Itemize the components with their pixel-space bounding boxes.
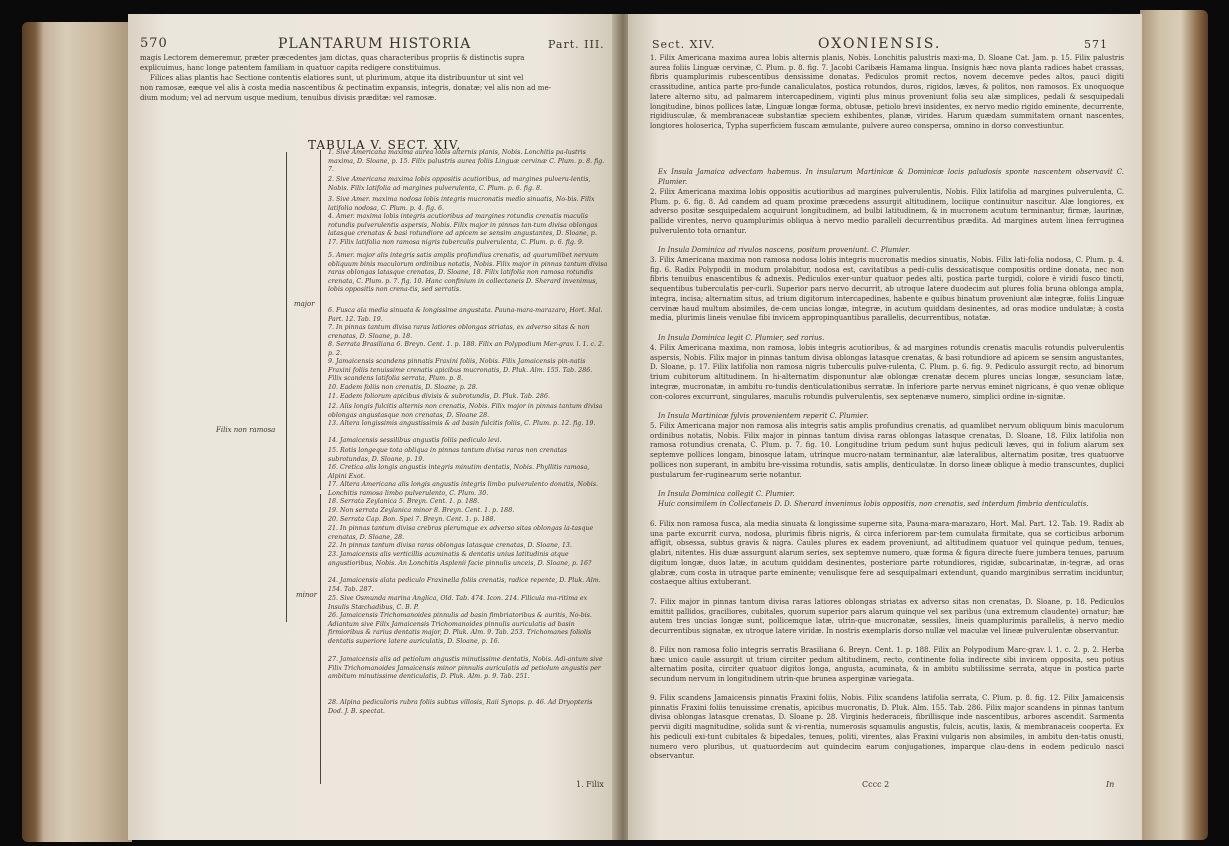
- table-entry: 23. Jamaicensis alis verticillis acuminatis & dentatis unius latitudinis atque angustioribus, Nobis. An Lonchitis Asplenii facie pinnulis unceis, D. Sloane, p. 16?: [328, 551, 592, 567]
- brace-outer: [286, 152, 287, 622]
- table-entry: 22. In pinnas tantum divisa raras oblongas latasque crenatas, D. Sloane, 13.: [328, 542, 572, 549]
- table-entry: 21. In pinnas tantum divisa crebras plerumque ex adverso sitas oblongas la-tasque crenatas, D. Sloane, 28.: [328, 525, 594, 541]
- table-entry: 28. Alpina pediculoris rubra foliis subtus villosis, Raii Synops. p. 46. Ad Dryopteris Dod. J. B. spectat.: [328, 699, 593, 715]
- left-part-label: Part. III.: [548, 38, 605, 51]
- table-entry: 10. Eadem foliis non crenatis, D. Sloane, p. 28.: [328, 384, 478, 391]
- intro-line-1: magis Lectorem demeremur, præter præcedentes jam dictas, quas characteribus propriis & distinctis supra: [140, 54, 525, 62]
- right-page-edges: [1140, 10, 1208, 840]
- table-entry: 1. Sive Americana maxima aurea lobis alternis planis, Nobis. Lonchitis pa-lustris maxima, D. Sloane, p. 15. Filix palustris aurea foliis Linguæ cervinæ C. Plum. p. 8. fig. 7.: [328, 149, 605, 174]
- table-entry: 13. Altera longissimis angustissimis & ad basin fulcitis foliis, C. Plum. p. 12. fig. 19.: [328, 420, 596, 427]
- table-entry: 4. Amer. maxima lobis integris acutioribus ad margines rotundis crenatis maculis rotundis pulverulentis aspersis, Nobis. Filix major in pinnas tan-tum divisa oblongas latasque crenatas & basi rotundiore ad apicem se sensim angustantes, D. Sloane, p. 17. Filix latifolia non ramosa nigris tuberculis pulverulenta, C. Plum. p. 6. fig. 9.: [328, 213, 598, 246]
- left-running-head: PLANTARUM HISTORIA: [278, 36, 472, 52]
- table-entry: 6. Fusca ala media sinuata & longissime angustata. Pauna-mara-marazaro, Hort. Mal. Part. 12. Tab. 19.: [328, 307, 603, 323]
- table-entry: 20. Serrata Cap. Bon. Spei 7. Breyn. Cent. 1. p. 188.: [328, 516, 496, 523]
- entry-paragraph: 4. Filix Americana maxima, non ramosa, lobis integris acutioribus, & ad margines rotundis crenatis maculis rotundis pulverulentis aspersis, Nobis. Filix major in pinnas tantum divisa oblongas latasque crenatas, & basi rotundiore ad apicem se sensim angustantes, D. Sloane, p. 17. Filix latifolia non ramosa nigris tuberculis pulve-rulenta, C. Plum. p. 6. fig. 9. Pediculo assurgit recto, ad binorum trium cubitorum altitudinem. In hi-alternatim disponuntur alæ oblongæ crenatæ decem plures uncias longæ, sesunciam latæ, integræ, mucronatæ, in ambitu ro-tundis denticulationibus serratæ. In inferiore parte nervus eminet nigricans, è quo venæ oblique con-colores excurrunt, singulares, maculis rotundis pulverulentis, sex septenæve numero, simplici ordine in-signitæ.: [650, 344, 1124, 401]
- table-entry: 16. Cretica alis longis angustis integris minutim dentatis, Nobis. Phyllitis ramosa, Alpini Exot.: [328, 464, 590, 480]
- table-entry: 7. In pinnas tantum divisa raras latiores oblongas striatas, ex adverso sitas & non crenatas, D. Sloane, p. 18.: [328, 324, 590, 340]
- entry-paragraph: 6. Filix non ramosa fusca, ala media sinuata & longissime superne sita, Pauna-mara-marazaro, Hort. Mal. Part. 12. Tab. 19. Radix ab una parte excurrit curva, nodosa, plurimis fibris nigris, & circa inferiorem par-tem cumulata firmitate, qua se corticibus arborum affigit, obsessa, subtus gravis & nigra. Caules plures ex eadem proveniunt, ad altitudinem quatuor vel quinque pedum, tenues, glabri, nitentes. His duæ assurgunt alarum series, sex septemve numero, quæ forma & figura directe fuere jumbera tenues, paruum digitum longæ, duos latæ, in acutum quiddam desinentes, posteriore parte rotundiores, rigidæ, subcarinatæ, in-tegræ, ad oras glabræ, cum costa in utraque parte eminente; venulisque fere ad sesquipalmari extendunt, quando marginibus serratim inciduntur, costaeque altius extuberant.: [650, 520, 1124, 587]
- entry-paragraph: 7. Filix major in pinnas tantum divisa raras latiores oblongas striatas ex adverso sitas non crenatas, D. Sloane, p. 18. Pediculos emittit pallidos, graciliores, cubitales, quorum superior pars alarum quinque vel sex paribus (una extremum claudente) ornatur; hæ autem tres uncias longæ sunt, pollicemque latæ, utrin-que mucronatæ, sessiles, lineis quamplurimis parallelis, à nervo medio decurrentibus signatæ, ex utroque latere viridæ. In nostris exemplaris dorso nullæ vel maculæ vel lineæ pulverulentæ observantur.: [650, 598, 1124, 636]
- table-entry: 5. Amer. major alis integris satis amplis profundius crenatis, ad quarumlibet nervum obliquum binis maculorum ordinibus notatis, Nobis. Filix major in pinnas tantum divisa raras oblongas latasque crenatas, D. Sloane, 18. Filix latifolia non ramosa rotundis crenata, C. Plum. p. 7. fig. 10. Hanc confinium in collectaneis D. Sherard invenimus, lobis oppositis non crena-tis, sed serratis.: [328, 252, 608, 294]
- entry-paragraph: 3. Filix Americana maxima non ramosa nodosa lobis integris mucronatis medios sinuatis, Nobis. Filix lati-folia nodosa, C. Plum. p. 4. fig. 6. Radix Polypodii in modum prolabitur, nodosa est, cavitatibus a pedi-culis dessicatisque compositis ordine donata, nec non fibris tenuibus enascentibus & adnexis. Pediculos exer-untur quatuor pedes alti, postica parte turgidi, colore è viridi fusco tincti, sequentibus tuberculatis per-curli. Superior pars nervo decurrit, ab utroque latere duodecim aut plures folia bruna oblonga ampla, integra, incisa; alternatim situs, ad trium digitorum intercapedines, habente e quibus binatum proveniunt alæ integræ, foliis Linguæ cervinæ haud multum absimiles, de-cem uncias longæ, integræ, in acutum quiddam desinentes, ad oras modice undulatæ; à costa media, plurimis lineis venulae fibi invicem appropinquantibus parallelis, decurrentibus, notatæ.: [650, 256, 1124, 323]
- intro-line-4: non ramosæ, eæque vel alis à costa media nascentibus & pectinatim expansis, integris, donatæ; vel alis non ad me-: [140, 84, 551, 92]
- table-entry: 26. Jamaicensis Trichomanoides pinnulis ad basin fimbriatoribus & auritis, No-bis. Adiantum sive Filix Jamaicensis Trichomanoides pinnulis auriculatis ad basin firmioribus & rarius dentatis major, D. Pluk. Alm. 9. Tab. 253. Trichomanes foliolis dentatis superiore latere auriculatis, D. Sloane, p. 16.: [328, 612, 592, 645]
- brace-minor: [320, 494, 321, 784]
- table-entry: 9. Jamaicensis scandens pinnatis Fraxini foliis, Nobis. Filix Jamaicensis pin-natis Fraxini foliis tenuissime crenatis apicibus mucronatis, D. Pluk. Alm. 155. Tab. 286. Filix scandens latifolia serrata, Plum. p. 8.: [328, 358, 593, 383]
- table-entry: 24. Jamaicensis alata pediculo Fraxinella foliis crenatis, radice repente, D. Pluk. Alm. 154. Tab. 287.: [328, 577, 601, 593]
- locality-note: Huic consimilem in Collectaneis D. D. Sherard invenimus lobis oppositis, non crenatis, sed interdum fimbria denticulatis.: [658, 500, 1089, 508]
- table-entry: 18. Serrata Zeylanica 5. Breyn. Cent. 1. p. 188.: [328, 498, 480, 505]
- brace-major: [320, 150, 321, 490]
- intro-line-3: Filices alias plantis hac Sectione contentis elatiores sunt, ut plurimum, atque ita distribuuntur ut sint vel: [150, 74, 524, 82]
- locality-note: In Insula Dominica legit C. Plumier, sed rarius.: [658, 334, 825, 342]
- entry-paragraph: 1. Filix Americana maxima aurea lobis alternis planis, Nobis. Lonchitis palustris maxi-ma, D. Sloane Cat. Jam. p. 15. Filix palustris aurea foliis Linguæ cervinæ, C. Plum. p. 8. fig. 7. Jacobi Caribæis Hamama lingua. Insignis hæc nova planta radices habet crassas, fibris quamplurimis rubescentibus densissime donatas. Pediculos promit rectos, novem decemve pedes altos, pauci digiti crassitudine, antica parte pro-funde canaliculatos, postica rotundos, duros, rigidos, læves, & politos, non ramosos. Ex unoquoque latere alterno situ, ad palmarem intercapedinem, viginti plus minus proveniunt folia seu alæ simplices, pedali & sesquipedali longitudine, binos pollices latæ, Linguæ longæ forma, obtusæ, petiolo brevi insidentes, ex nervo medio rigido eminente, decurrente, rigidiusculæ, & membranaceæ substantiæ speciem exhibentes, planæ, virides. Harum quædam summitatem ornant nascentes, longiores holoserica, Typha superficiem fuscam æmulante, pulvere aureo conspersa, omnino in dorso convestiuntur.: [650, 54, 1124, 130]
- brace-major-label: major: [294, 300, 315, 308]
- table-entry: 17. Altera Americana alis longis angustis integris limbo pulverulento donatis, Nobis. Lonchitis ramosa limbo pulverulento, C. Plum. 30.: [328, 481, 599, 497]
- left-page-number: 570: [140, 36, 168, 51]
- table-entry: 19. Non serrata Zeylanica minor 8. Breyn. Cent. 1. p. 188.: [328, 507, 515, 514]
- left-page: [128, 14, 620, 840]
- table-entry: 11. Eadem foliorum apicibus divisis & subrotundis, D. Pluk. Tab. 286.: [328, 393, 550, 400]
- right-catchword: In: [1106, 780, 1115, 789]
- table-entry: 12. Alis longis fulcitis alternis non crenatis, Nobis. Filix major in pinnas tantum divisa oblongas angustasque non crenatas, D. Sloane 28.: [328, 403, 603, 419]
- intro-line-2: explicuimus, hanc longe patentem familiam in quatuor capita redigere constituimus.: [140, 64, 441, 72]
- locality-note: In Insula Dominica ad rivulos nascens, positum proveniunt. C. Plumier.: [658, 246, 911, 254]
- entry-paragraph: 5. Filix Americana major non ramosa alis integris satis amplis profundius crenatis, ad quamlibet nervum obliquum binis maculorum ordinibus notatis, Nobis. Filix major in pinnas tantum divisa raras oblongas latasque crenatas, D. Sloane, 18. Filix latifolia non ramosa rotundius crenata, C. Plum. p. 7. fig. 10. Longitudine trium pedum sunt hujus pediculi læves, qui in folium alarum sex septemve pollices longam, binosque latam, utrinque mucro-natam terminantur, alæ lateralibus, alternatim positæ, tres quatuorve pollices non superant, in ambitu bre-vissima rotundis, satis amplis, denticulatæ. In dorso lineæ oblique à medio transcuntes, duplici pustularum fer-ruginearum serie notantur.: [650, 422, 1124, 479]
- intro-line-5: dium modum; vel ad nervum usque medium, tenuibus divisis præditæ: vel ramosæ.: [140, 94, 437, 102]
- right-section-label: Sect. XIV.: [652, 38, 716, 51]
- right-running-head: OXONIENSIS.: [818, 36, 942, 52]
- right-page: [628, 14, 1142, 840]
- table-entry: 27. Jamaicensis alis ad petiolum angustis minutissime dentatis, Nobis. Adi-antum sive Filix Trichomanoides Jamaicensis minor pinnulis auriculatis ad petiolum angustis per ambitum minutissime denticulatis, D. Pluk. Alm. p. 9. Tab. 251.: [328, 656, 603, 681]
- entry-paragraph: 9. Filix scandens Jamaicensis pinnatis Fraxini foliis, Nobis. Filix scandens latifolia serrata, C. Plum. p. 8. fig. 12. Filix Jamaicensis pinnatis Fraxini foliis tenuissime crenatis, apicibus mucronatis, D. Pluk. Alm. 155. Tab. 286. Filix major scandens in pinnas tantum divisa oblongas latasque crenatas, D. Sloane p. 28. Virginis hederaceis, fibrillisque inde nascentibus, arbores ascendit. Sarmenta pervii digiti magnitudine, solida sunt & vi-rentia, numerosis squamulis angustis, fulcis, acutis, laxis, & membranaceis cooperta. Ex his pediculi exi-tunt cubitales & bipedales, tenues, politi, virentes, alas Fraxini vulgaris non absimiles, in ambitu den-tatis onusti, numero vero pluribus, ut quatuordecim aut quindecim earum conjugationes, imparque clau-dens in eodem pediculo nasci observantur.: [650, 694, 1124, 761]
- locality-note: In Insula Martinicæ fylvis provenientem reperit C. Plumier.: [658, 412, 869, 420]
- right-page-number: 571: [1084, 38, 1108, 51]
- table-title: TABULA V. SECT. XIV.: [308, 138, 462, 152]
- table-entry: 8. Serrata Brasiliana 6. Breyn. Cent. 1. p. 188. Filix an Polypodium Mer-grav. l. 1. c. 2. p. 2.: [328, 341, 605, 357]
- table-entry: 15. Rotis longeque tota obliqua in pinnas tantum divisa raras non crenatas subrotundas, D. Sloane, p. 19.: [328, 447, 568, 463]
- locality-note: In Insula Dominica collegit C. Plumier.: [658, 490, 795, 498]
- entry-paragraph: 2. Filix Americana maxima lobis oppositis acutioribus ad margines pulverulentis, Nobis. Filix latifolia ad margines pulverulenta, C. Plum. p. 6. fig. 8. Ad candem ad quam proxime præcedens assurgit altitudinem, lociique continuitur nascitur. Alæ longiores, ex adverso positæ sesquipedalem acquirunt longitudinem, ad bulbi latitudinem, & in mucronem acutum terminantur, firmæ, laurinæ, pallide virentes, nervo quamplurimis obliqua à nervo medio paralleli decurrentibus prædita. Ad margines autem linea ferruginea pulverulento tota ornantur.: [650, 188, 1124, 235]
- table-entry: 25. Sive Osmunda marina Anglica, Old. Tab. 474. Icon. 214. Filicula ma-ritima ex Insulis Stæchadibus, C. B. P.: [328, 595, 588, 611]
- left-page-edges: [22, 22, 132, 842]
- locality-note: Ex Insula Jamaica advectam habemus. In insularum Martinicæ & Dominicæ locis paludosis sponte nascentem observavit C. Plumier.: [658, 168, 1124, 186]
- table-entry: 2. Sive Americana maxima lobis oppositis acutioribus, ad margines pulveru-lentis, Nobis. Filix latifolia ad margines pulverulenta, C. Plum. p. 6. fig. 8.: [328, 176, 591, 192]
- right-signature: Cccc 2: [862, 780, 890, 789]
- entry-paragraph: 8. Filix non ramosa folio integris serratis Brasiliana 6. Breyn. Cent. 1. p. 188. Filix an Polypodium Marc-grav. l. 1. c. 2. p. 2. Herba hæc unico caule assurgit ut trium circiter pedum altitudinem, recto, continente folia indirecte sibi invicem opposita, seu potius alternatim posita, circiter quatuor digitos longa, angusta, acuminata, & in ambitu subtilissime serrata, atque in postica parte secundum nervum in longitudinem utrin-que brunea asperginæ variegata.: [650, 646, 1124, 684]
- left-catchword: 1. Filix: [576, 780, 604, 789]
- brace-outer-label: Filix non ramosa: [216, 426, 276, 434]
- brace-minor-label: minor: [296, 591, 317, 599]
- table-entry: 3. Sive Amer. maxima nodosa lobis integris mucronatis medio sinuatis, No-bis. Filix latifolia nodosa, C. Plum. p. 4. fig. 6.: [328, 196, 595, 212]
- table-entry: 14. Jamaicensis sessilibus angustis foliis pediculo levi.: [328, 437, 502, 444]
